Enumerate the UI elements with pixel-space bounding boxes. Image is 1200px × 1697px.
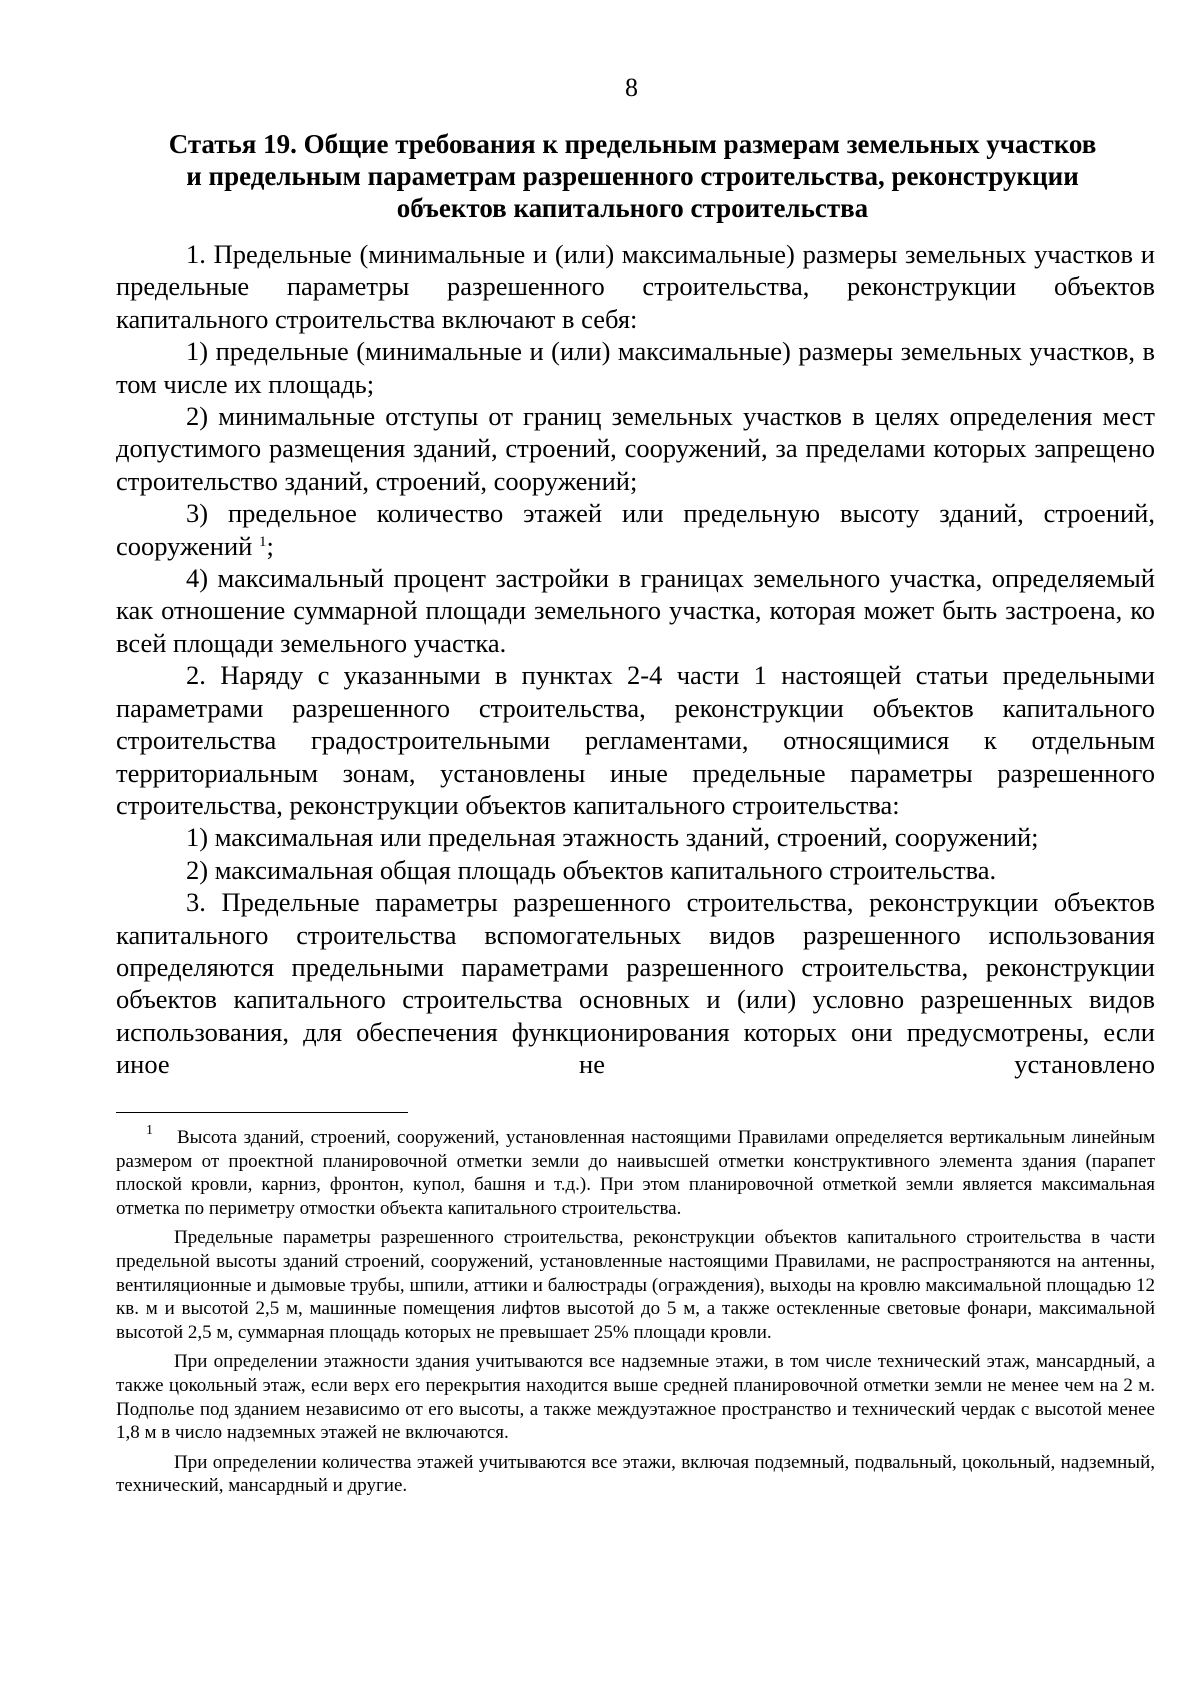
article-heading [110,128,1155,224]
paragraph-1-item-3-end: ; [266,530,274,561]
heading-line-2: и предельным параметрам разрешенного строительства, реконструкции [186,161,1079,191]
footnote-paragraph-4: При определении количества этажей учитываются все этажи, включая подземный, подвальный, цокольный, надземный, технический, мансардный и другие. [116,1451,1155,1497]
footnote-separator [116,1112,408,1113]
page-number: 8 [625,73,638,102]
paragraph-2: 2. Наряду с указанными в пунктах 2-4 части 1 настоящей статьи предельными параметрами разрешенного строительства, реконструкции объектов капитального строительства градостроительными регламентами, относящимися к отдельным территориальным зонам, установлены иные предельные параметры разрешенного строительства, реконструкции объектов капитального строительства: [116,660,1155,820]
footnote-paragraph-3: При определении этажности здания учитываются все надземные этажи, в том числе технический этаж, мансардный, а также цокольный этаж, если верх его перекрытия находится выше средней планировочной отметки земли не менее чем на 2 м. Подполье под зданием независимо от его высоты, а также междуэтажное пространство и технический чердак с высотой менее 1,8 м в число надземных этажей не включаются. [116,1351,1155,1444]
paragraph-1-item-2: 2) минимальные отступы от границ земельных участков в целях определения мест допустимого размещения зданий, строений, сооружений, за пределами которых запрещено строительство зданий, строений, сооружений; [116,401,1155,496]
footnote-1 [116,1123,1155,1220]
footnote-1-text: Высота зданий, строений, сооружений, установленная настоящими Правилами определяется вертикальным линейным размером от проектной планировочной отметки земли до наивысшей отметки конструктивного элемента здания (парапет плоской кровли, карниз, фронтон, купол, башня и т.д.). При этом планировочной отметкой земли является максимальная отметка по периметру отмостки объекта капитального строительства. [116,1127,1155,1219]
paragraph-1-item-3-text: 3) предельное количество этажей или предельную высоту зданий, строений, сооружений [116,498,1155,561]
paragraph-1: 1. Предельные (минимальные и (или) максимальные) размеры земельных участков и предельные параметры разрешенного строительства, реконструкции объектов капитального строительства включают в себя: [116,239,1155,334]
paragraph-1-item-1: 1) предельные (минимальные и (или) максимальные) размеры земельных участков, в том числе их площадь; [116,336,1155,399]
footnotes-section [116,1123,1155,1504]
paragraph-3: 3. Предельные параметры разрешенного строительства, реконструкции объектов капитального строительства вспомогательных видов разрешенного использования определяются предельными параметрами разрешенного строительства, реконструкции объектов капитального строительства основных и (или) условно разрешенных видов использования, для обеспечения функционирования которых они предусмотрены, если иное не установлено [116,887,1155,1080]
footnote-mark: 1 [146,1123,153,1138]
paragraph-1-item-3 [116,497,1155,562]
footnote-paragraph-2: Предельные параметры разрешенного строительства, реконструкции объектов капитального строительства в части предельной высоты зданий строений, сооружений, установленные настоящими Правилами, не распространяются на антенны, вентиляционные и дымовые трубы, шпили, аттики и балюстрады (ограждения), выходы на кровлю максимальной площадью 12 кв. м и высотой 2,5 м, машинные помещения лифтов высотой до 5 м, а также остекленные световые фонари, максимальной высотой 2,5 м, суммарная площадь которых не превышает 25% площади кровли. [116,1227,1155,1343]
article-body [116,238,1155,1081]
paragraph-2-item-1: 1) максимальная или предельная этажность зданий, строений, сооружений; [186,822,1039,853]
footnote-reference: 1 [258,533,267,550]
heading-line-1: Статья 19. Общие требования к предельным размерам земельных участков [168,129,1097,159]
paragraph-1-item-4: 4) максимальный процент застройки в границах земельного участка, определяемый как отношение суммарной площади земельного участка, которая может быть застроена, ко всей площади земельного участка. [116,563,1155,658]
paragraph-2-item-2: 2) максимальная общая площадь объектов капитального строительства. [186,854,997,885]
heading-line-3: объектов капитального строительства [396,193,869,223]
